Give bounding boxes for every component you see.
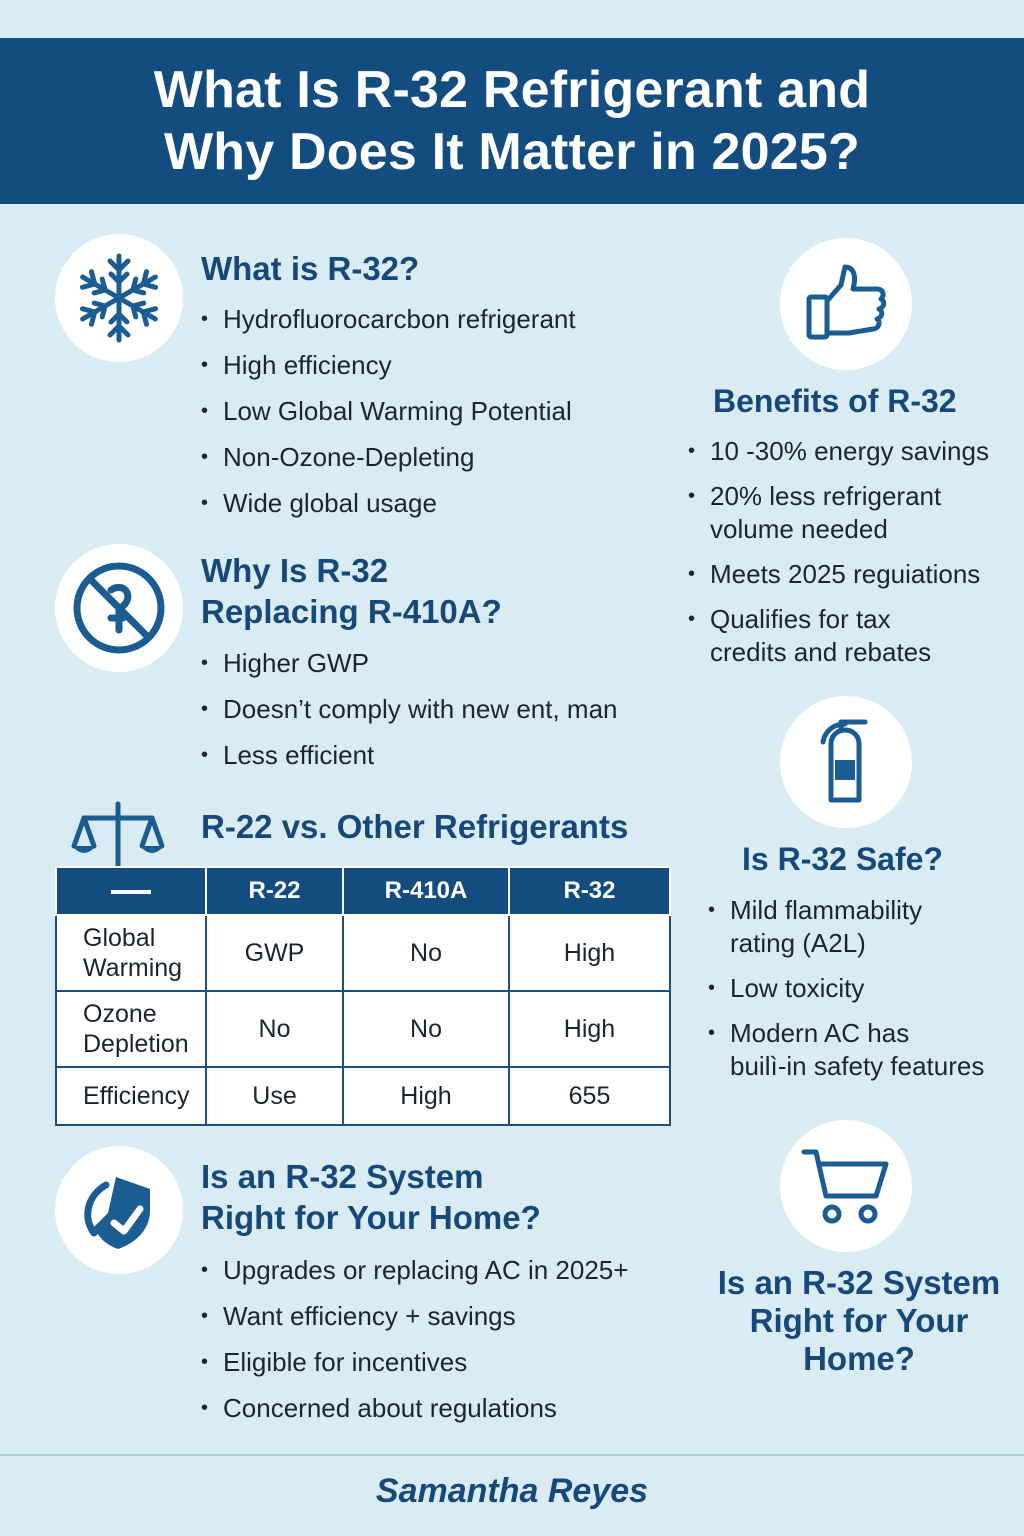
- table-cell: No: [343, 991, 509, 1067]
- footer-divider: [0, 1454, 1024, 1456]
- table-header-blank: [56, 867, 206, 915]
- row-label: Global Warming: [56, 915, 206, 991]
- thumbs-up-icon: [803, 261, 889, 347]
- table-cell: No: [343, 915, 509, 991]
- safety-list: [708, 894, 1018, 1095]
- table-cell: 655: [509, 1067, 670, 1125]
- table-cell: No: [206, 991, 343, 1067]
- list-item: • Meets 2025 reguiations: [688, 558, 1018, 591]
- table-row: [56, 1067, 670, 1125]
- table-cell: Use: [206, 1067, 343, 1125]
- shield-check-icon: [76, 1167, 162, 1253]
- table-header-r410a: R-410A: [343, 867, 509, 915]
- list-item: • Less efficient: [201, 740, 681, 770]
- right-for-home-list: [201, 1255, 691, 1439]
- list-item: • Higher GWP: [201, 648, 681, 678]
- list-item: • Non-Ozone-Depleting: [201, 442, 681, 472]
- cart-icon-circle: [780, 1120, 912, 1252]
- row-label: Ozone Depletion: [56, 991, 206, 1067]
- table-cell: GWP: [206, 915, 343, 991]
- row-label: Efficiency: [56, 1067, 206, 1125]
- why-replacing-title-2: Replacing R-410A?: [201, 593, 502, 630]
- header-banner: [0, 38, 1024, 204]
- list-item: • Concerned about regulations: [201, 1393, 691, 1423]
- list-item: • 10 -30% energy savings: [688, 435, 1018, 468]
- list-item: • Want efficiency + savings: [201, 1301, 691, 1331]
- table-header-r22: R-22: [206, 867, 343, 915]
- no-symbol-icon: [71, 560, 167, 656]
- list-item: • Qualifies for tax credits and rebates: [688, 603, 1018, 669]
- list-item: • Hydrofluorocarcbon refrigerant: [201, 304, 681, 334]
- what-is-list: [201, 304, 681, 534]
- benefits-title: Benefits of R-32: [713, 383, 957, 419]
- list-item: • High efficiency: [201, 350, 681, 380]
- cart-section-title: Is an R-32 System Right for Your Home?: [717, 1264, 1001, 1377]
- right-for-home-title-1: Is an R-32 System: [201, 1158, 484, 1195]
- list-item: • Wide global usage: [201, 488, 681, 518]
- list-item: • Eligible for incentives: [201, 1347, 691, 1377]
- list-item: • 20% less refrigerant volume needed: [688, 480, 1018, 546]
- why-replacing-list: [201, 648, 681, 786]
- footer-author: Samantha Reyes: [375, 1472, 649, 1510]
- table-row: [56, 915, 670, 991]
- list-item: • Modern AC has builì-in safety features: [708, 1017, 1018, 1083]
- list-item: • Low toxicity: [708, 972, 1018, 1005]
- benefits-list: [688, 435, 1018, 681]
- table-cell: High: [509, 915, 670, 991]
- extinguisher-icon-circle: [780, 696, 912, 828]
- table-cell: High: [509, 991, 670, 1067]
- comparison-table: [55, 866, 671, 1126]
- what-is-title: What is R-32?: [201, 250, 420, 287]
- snowflake-icon: [77, 251, 161, 345]
- why-replacing-title-1: Why Is R-32: [201, 552, 389, 589]
- list-item: • Mild flammability rating (A2L): [708, 894, 1018, 960]
- shield-icon-circle: [55, 1146, 183, 1274]
- no-symbol-icon-circle: [55, 544, 183, 672]
- safety-title: Is R-32 Safe?: [742, 841, 943, 877]
- table-row: [56, 991, 670, 1067]
- thumbs-up-icon-circle: [780, 238, 912, 370]
- list-item: • Upgrades or replacing AC in 2025+: [201, 1255, 691, 1285]
- page-title-line-2: Why Does It Matter in 2025?: [164, 123, 860, 181]
- list-item: • Doesn’t comply with new ent, man: [201, 694, 681, 724]
- list-item: • Low Global Warming Potential: [201, 396, 681, 426]
- right-for-home-title-2: Right for Your Home?: [201, 1199, 541, 1236]
- table-cell: High: [343, 1067, 509, 1125]
- comparison-title: R-22 vs. Other Refrigerants: [201, 808, 629, 845]
- page-title-line-1: What Is R-32 Refrigerant and: [153, 61, 871, 119]
- extinguisher-icon: [811, 716, 881, 808]
- snowflake-icon-circle: [55, 234, 183, 362]
- table-header-r32: R-32: [509, 867, 670, 915]
- cart-icon: [800, 1144, 892, 1228]
